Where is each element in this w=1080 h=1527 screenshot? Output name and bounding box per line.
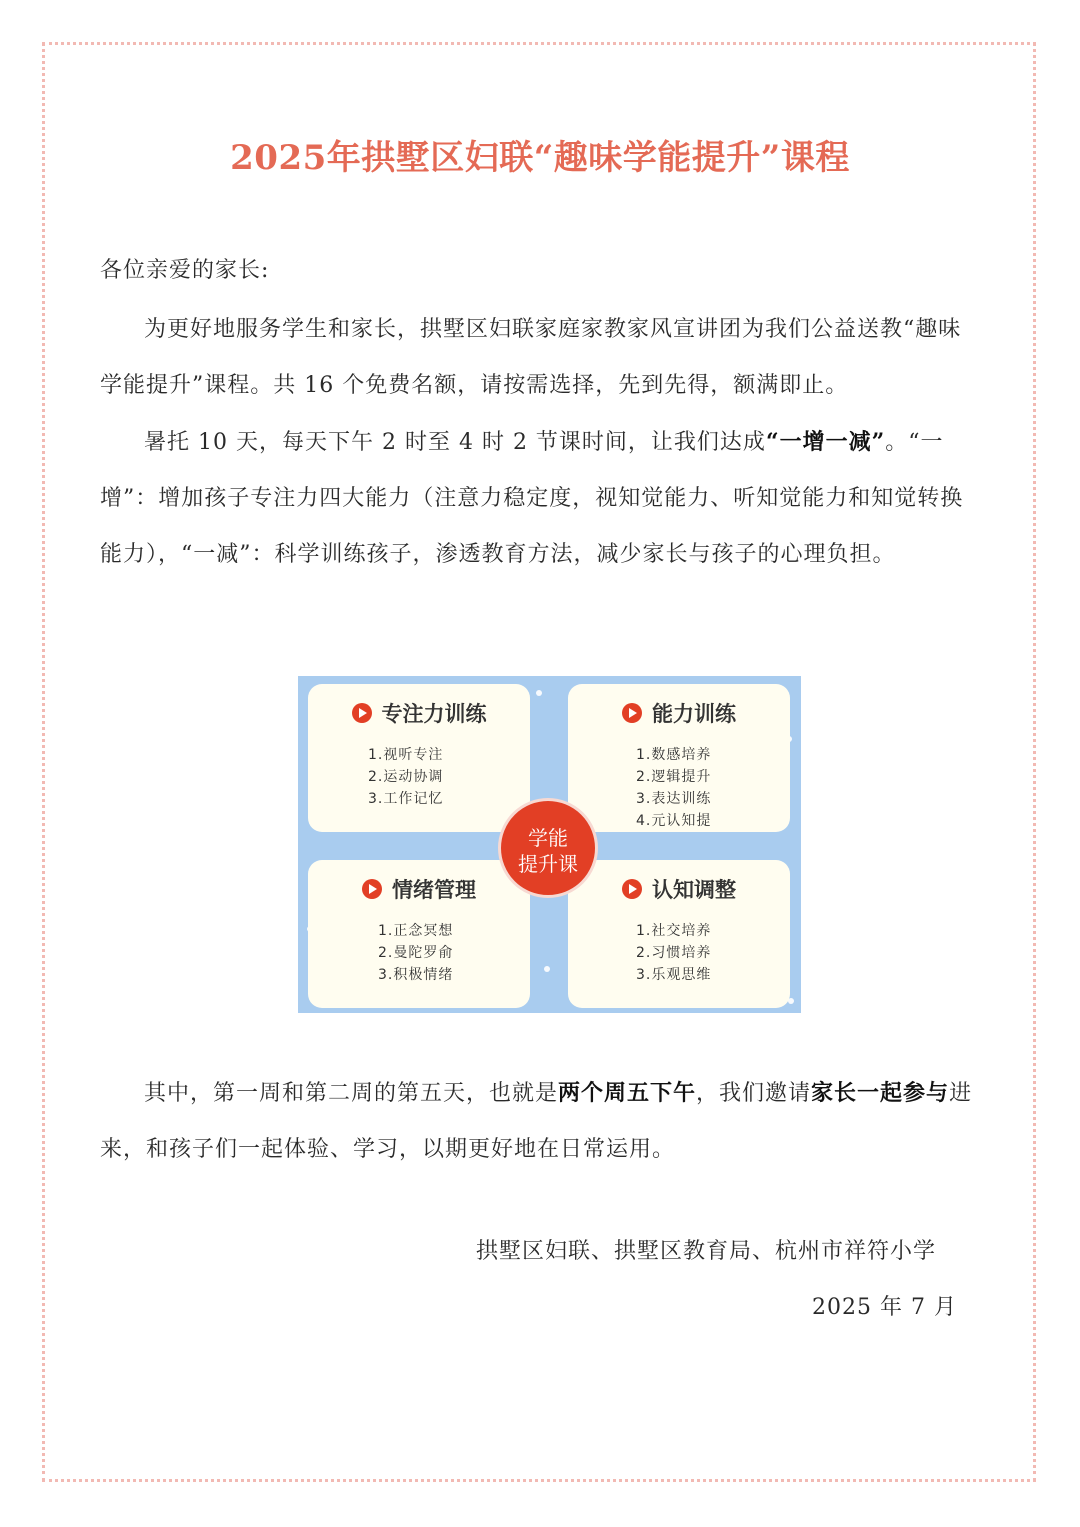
- schedule-highlight: “一增一减”: [765, 429, 886, 455]
- card-list: [636, 920, 711, 986]
- list-item: 3.乐观思维: [636, 967, 712, 983]
- list-item: 1.视听专注: [368, 747, 444, 763]
- signature-date: 2025 年 7 月: [812, 1295, 957, 1320]
- list-item: 4.元认知提: [636, 813, 712, 829]
- list-item: 3.表达训练: [636, 791, 712, 807]
- participation-highlight-2: 家长一起参与: [811, 1080, 950, 1106]
- schedule-text-2: 。“一增”：增加孩子专注力四大能力（注意力稳定度，视知觉能力、听知觉能力和知觉转换能力），“一减”：科学训练孩子，渗透教育方法，减少家长与孩子的心理负担。: [100, 430, 964, 567]
- card-list: [368, 744, 443, 810]
- play-arrow-icon: [362, 879, 382, 899]
- paragraph-parent-participation: [100, 1065, 984, 1178]
- card-title: 专注力训练: [381, 702, 487, 726]
- card-cognitive-adjustment: [568, 860, 790, 1008]
- list-item: 1.正念冥想: [378, 923, 454, 939]
- course-infographic: [298, 676, 801, 1013]
- hub-label-line-2: 提升课: [518, 852, 578, 876]
- play-arrow-icon: [622, 879, 642, 899]
- card-title: 认知调整: [652, 878, 736, 902]
- hub-label-line-1: 学能: [528, 826, 568, 850]
- card-list: [636, 744, 711, 832]
- greeting: 各位亲爱的家长:: [100, 258, 270, 283]
- list-item: 2.运动协调: [368, 769, 444, 785]
- paragraph-schedule: [100, 414, 984, 583]
- list-item: 1.数感培养: [636, 747, 712, 763]
- signature-organizations: 拱墅区妇联、拱墅区教育局、杭州市祥符小学: [476, 1239, 937, 1264]
- list-item: 2.逻辑提升: [636, 769, 712, 785]
- participation-text-1: 其中，第一周和第二周的第五天，也就是: [144, 1081, 559, 1106]
- participation-highlight-1: 两个周五下午: [558, 1080, 697, 1106]
- list-item: 2.曼陀罗俞: [378, 945, 454, 961]
- list-item: 2.习惯培养: [636, 945, 712, 961]
- hub-circle: [498, 798, 598, 898]
- card-attention-training: [308, 684, 530, 832]
- play-arrow-icon: [622, 703, 642, 723]
- participation-text-2: ，我们邀请: [696, 1081, 812, 1106]
- page-title: 2025年拱墅区妇联“趣味学能提升”课程: [230, 138, 850, 178]
- paragraph-intro: 为更好地服务学生和家长，拱墅区妇联家庭家教家风宣讲团为我们公益送教“趣味学能提升”课程。共 16 个免费名额，请按需选择，先到先得，额满即止。: [100, 317, 962, 398]
- card-title: 情绪管理: [392, 878, 476, 902]
- participation-text-3: 进来，和孩子们一起体验、学习，以期更好地在日常运用。: [100, 1081, 973, 1162]
- card-list: [378, 920, 453, 986]
- card-ability-training: [568, 684, 790, 832]
- list-item: 3.积极情绪: [378, 967, 454, 983]
- list-item: 3.工作记忆: [368, 791, 444, 807]
- schedule-text-1: 暑托 10 天，每天下午 2 时至 4 时 2 节课时间，让我们达成: [144, 430, 766, 455]
- card-emotion-management: [308, 860, 530, 1008]
- play-arrow-icon: [352, 703, 372, 723]
- list-item: 1.社交培养: [636, 923, 712, 939]
- card-title: 能力训练: [652, 702, 736, 726]
